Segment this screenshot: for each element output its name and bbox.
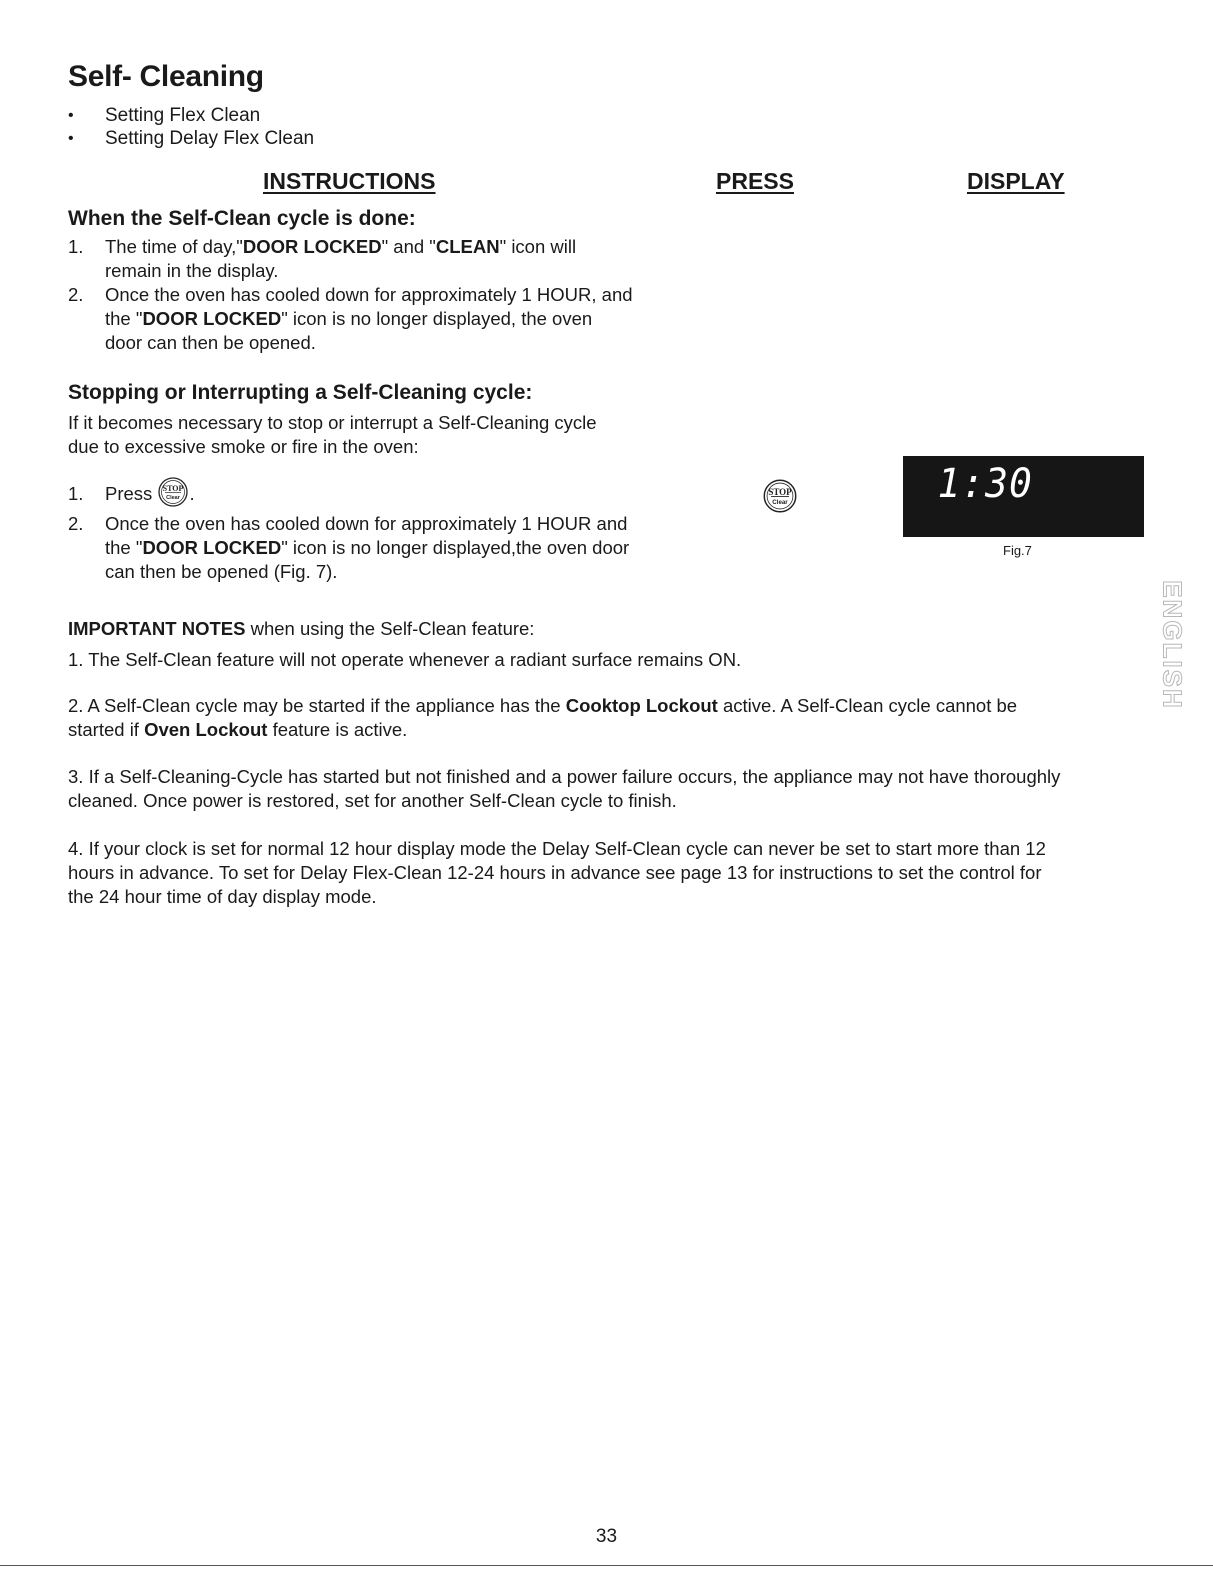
text-line bbox=[68, 837, 1158, 861]
step-text bbox=[105, 235, 708, 283]
important-notes-heading bbox=[68, 617, 534, 641]
important-note bbox=[68, 694, 1158, 742]
step-text bbox=[105, 512, 708, 584]
clear-label: Clear bbox=[772, 498, 788, 506]
text-run: cleaned. Once power is restored, set for another Self-Clean cycle to finish. bbox=[68, 790, 677, 811]
text-line bbox=[68, 765, 1158, 789]
section-heading-clean-done: When the Self-Clean cycle is done: bbox=[68, 207, 416, 230]
text-run: " icon will bbox=[499, 236, 577, 257]
step-item bbox=[68, 512, 708, 584]
column-header-instructions: INSTRUCTIONS bbox=[263, 168, 436, 194]
stopping-steps bbox=[68, 512, 708, 584]
text-run: can then be opened (Fig. 7). bbox=[105, 561, 338, 582]
text-line bbox=[105, 536, 708, 560]
step-item bbox=[68, 476, 708, 514]
column-header-display: DISPLAY bbox=[967, 168, 1065, 194]
important-note bbox=[68, 765, 1158, 813]
bold-term: CLEAN bbox=[435, 236, 500, 257]
text-run: door can then be opened. bbox=[105, 332, 316, 353]
topic-item: • Setting Delay Flex Clean bbox=[68, 127, 314, 150]
language-side-tab bbox=[1152, 582, 1192, 708]
bold-term: Oven Lockout bbox=[144, 719, 268, 740]
topic-list bbox=[68, 104, 314, 150]
important-note bbox=[68, 837, 1158, 909]
text-run: The time of day," bbox=[105, 236, 243, 257]
step-text-end: . bbox=[189, 482, 195, 504]
text-line bbox=[105, 331, 708, 355]
text-run: 4. If your clock is set for normal 12 hour display mode the Delay Self-Clean cycle can never be set to start more than 12 bbox=[68, 838, 1046, 859]
text-run: Once the oven has cooled down for approximately 1 HOUR and bbox=[105, 513, 628, 534]
text-run: the " bbox=[105, 308, 143, 329]
text-run: the 24 hour time of day display mode. bbox=[68, 886, 377, 907]
clear-label: Clear bbox=[166, 495, 181, 501]
stop-clear-icon bbox=[157, 476, 189, 514]
side-tab-label: ENGLISH bbox=[1157, 580, 1188, 710]
stop-clear-icon bbox=[762, 478, 798, 514]
step-number: 2. bbox=[68, 513, 84, 534]
text-line bbox=[68, 694, 1158, 718]
page-number: 33 bbox=[595, 1526, 618, 1547]
bottom-rule bbox=[0, 1565, 1213, 1566]
display-time: 1:30 bbox=[937, 461, 1033, 507]
stop-label: STOP bbox=[768, 486, 792, 497]
important-rest: when using the Self-Clean feature: bbox=[245, 618, 535, 639]
text-run: " and " bbox=[381, 236, 436, 257]
step-text: Press bbox=[105, 482, 153, 504]
step-text bbox=[105, 283, 708, 355]
text-run: feature is active. bbox=[267, 719, 408, 740]
bold-term: DOOR LOCKED bbox=[142, 308, 282, 329]
press-stop-clear-button bbox=[762, 478, 798, 519]
step-number: 2. bbox=[68, 284, 84, 305]
page-title: Self- Cleaning bbox=[68, 60, 264, 93]
text-run: 1. The Self-Clean feature will not operate whenever a radiant surface remains ON. bbox=[68, 649, 742, 670]
text-run: " icon is no longer displayed,the oven door bbox=[281, 537, 630, 558]
text-run: 2. A Self-Clean cycle may be started if the appliance has the bbox=[68, 695, 566, 716]
figure-caption: Fig.7 bbox=[1003, 543, 1032, 558]
step-item bbox=[68, 235, 708, 283]
text-run: Once the oven has cooled down for approximately 1 HOUR, and bbox=[105, 284, 633, 305]
text-line bbox=[68, 885, 1158, 909]
text-run: hours in advance. To set for Delay Flex-Clean 12-24 hours in advance see page 13 for instructions to set the control for bbox=[68, 862, 1042, 883]
clean-done-steps bbox=[68, 235, 708, 355]
step-number: 1. bbox=[68, 482, 84, 504]
stopping-intro bbox=[68, 411, 597, 459]
step-item bbox=[68, 283, 708, 355]
text-line bbox=[105, 283, 708, 307]
text-line bbox=[68, 861, 1158, 885]
text-run: active. A Self-Clean cycle cannot be bbox=[717, 695, 1018, 716]
text-line bbox=[68, 789, 1158, 813]
text-run: started if bbox=[68, 719, 145, 740]
text-run: 3. If a Self-Cleaning-Cycle has started but not finished and a power failure occurs, the appliance may not have thoroughly bbox=[68, 766, 1061, 787]
step-number: 1. bbox=[68, 236, 84, 257]
important-label: IMPORTANT NOTES bbox=[68, 618, 246, 639]
text-line bbox=[105, 560, 708, 584]
text-line bbox=[68, 648, 1158, 672]
bold-term: DOOR LOCKED bbox=[142, 537, 282, 558]
topic-item: • Setting Flex Clean bbox=[68, 104, 314, 127]
column-header-press: PRESS bbox=[716, 168, 794, 194]
section-heading-stopping: Stopping or Interrupting a Self-Cleaning cycle: bbox=[68, 381, 533, 404]
important-note bbox=[68, 648, 1158, 672]
bold-term: DOOR LOCKED bbox=[242, 236, 382, 257]
intro-line: due to excessive smoke or fire in the oven: bbox=[68, 436, 419, 457]
stop-label: STOP bbox=[163, 484, 184, 493]
text-line bbox=[105, 235, 708, 259]
text-run: " icon is no longer displayed, the oven bbox=[281, 308, 593, 329]
text-run: the " bbox=[105, 537, 143, 558]
bold-term: Cooktop Lockout bbox=[565, 695, 718, 716]
intro-line: If it becomes necessary to stop or interrupt a Self-Cleaning cycle bbox=[68, 412, 597, 433]
text-line bbox=[105, 512, 708, 536]
text-line bbox=[105, 259, 708, 283]
text-line bbox=[105, 307, 708, 331]
text-run: remain in the display. bbox=[105, 260, 279, 281]
text-line bbox=[68, 718, 1158, 742]
